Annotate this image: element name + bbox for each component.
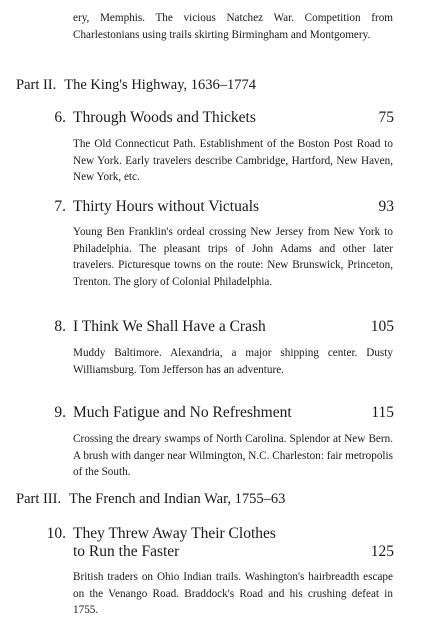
part-label: Part III. — [16, 491, 62, 507]
chapter-description: Muddy Baltimore. Alexandria, a major shipping center. Dusty Williamsburg. Tom Jefferson has an adventure. — [73, 347, 393, 376]
chapter-number: 10. — [46, 525, 66, 542]
part-title: The King's Highway, 1636–1774 — [64, 77, 257, 93]
chapter-title: Much Fatigue and No Refreshment — [73, 404, 292, 421]
chapter-description: British traders on Ohio Indian trails. Washington's hairbreadth escape on the Venango Road. Braddock's Road and his crushing defeat in 1755. — [73, 571, 393, 616]
part-title: The French and Indian War, 1755–63 — [69, 491, 286, 507]
chapter-title: Thirty Hours without Victuals — [73, 198, 260, 215]
chapter-title-line-2: to Run the Faster — [73, 543, 180, 560]
part-heading — [16, 76, 256, 94]
chapter-description: Crossing the dreary swamps of North Carolina. Splendor at New Bern. A brush with danger near Wilmington, N.C. Charleston: fair metropolis of the South. — [73, 433, 393, 478]
chapter-description: Young Ben Franklin's ordeal crossing New Jersey from New York to Philadelphia. The pleasant trips of John Adams and other later travelers. Picturesque towns on the route: New Brunswick, Princeton, Trenton. The glory of Colonial Philadelphia. — [73, 226, 393, 288]
chapter-page-number: 115 — [371, 404, 394, 421]
chapter-number: 9. — [54, 404, 66, 421]
chapter-description: ery, Memphis. The vicious Natchez War. Competition from Charlestonians using trails skirting Birmingham and Montgomery. — [73, 12, 393, 41]
chapter-number: 8. — [54, 318, 66, 335]
chapter-page-number: 75 — [378, 109, 394, 126]
chapter-title: They Threw Away Their Clothes — [73, 525, 276, 542]
chapter-description: The Old Connecticut Path. Establishment of the Boston Post Road to New York. Early travelers describe Cambridge, Hartford, New Haven, New York, etc. — [73, 138, 393, 183]
chapter-number: 7. — [54, 198, 66, 215]
chapter-page-number: 93 — [378, 198, 394, 215]
chapter-title: Through Woods and Thickets — [73, 109, 256, 126]
part-heading — [16, 490, 285, 508]
part-label: Part II. — [16, 77, 57, 93]
chapter-page-number: 125 — [370, 543, 394, 560]
chapter-page-number: 105 — [370, 318, 394, 335]
chapter-title: I Think We Shall Have a Crash — [73, 318, 266, 335]
chapter-number: 6. — [54, 109, 66, 126]
